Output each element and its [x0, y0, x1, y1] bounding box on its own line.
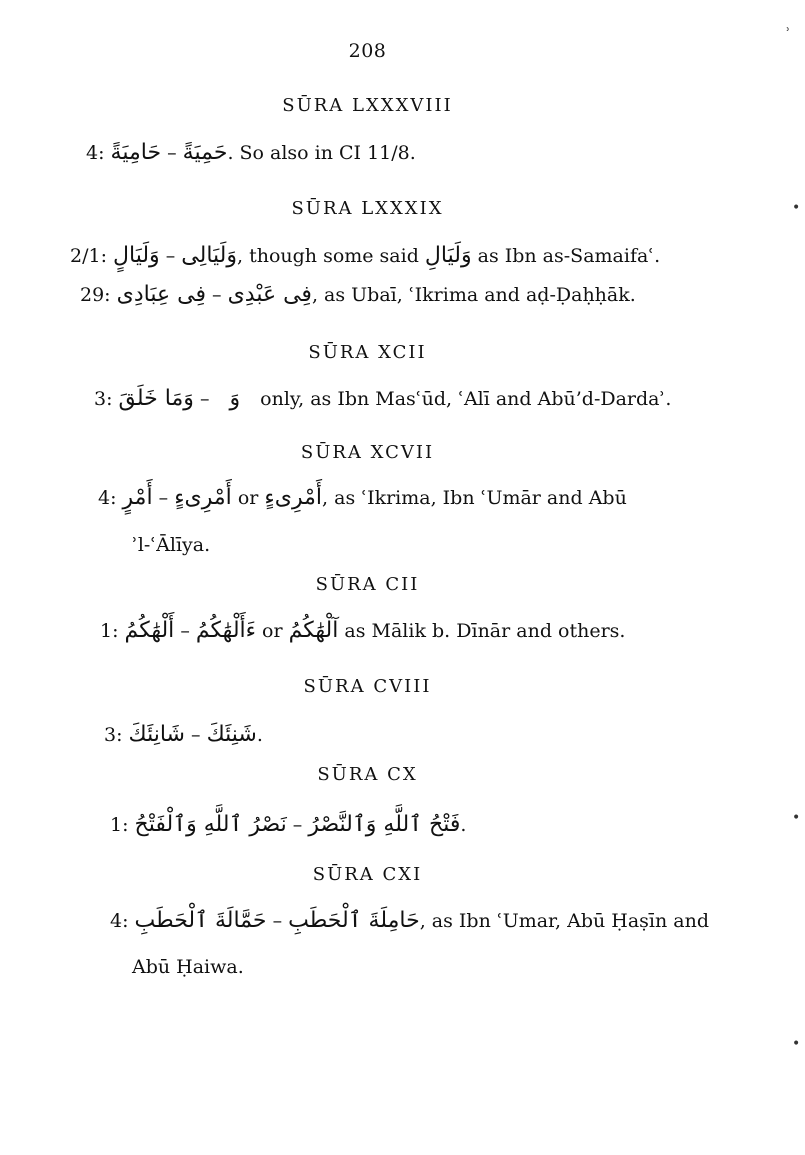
arabic-reading: وَلَيَالٍ [113, 243, 160, 268]
entry-xcii-3 [94, 388, 671, 410]
verse-number: 3: [94, 388, 113, 410]
arabic-variant: شَنِئَكَ [206, 722, 257, 747]
arabic-reading: حَمَّالَةَ ٱلْحَطَبِ [134, 908, 267, 933]
entry-text: . So also in CI 11/8. [227, 142, 416, 164]
entry-cx-1 [110, 814, 466, 836]
entry-xcvii-4 [98, 487, 627, 509]
page-number: 208 [348, 40, 387, 62]
entry-lxxxix-29 [80, 284, 636, 306]
margin-mark: ʾ [786, 26, 791, 42]
dash: – [272, 910, 283, 932]
entry-cii-1 [100, 620, 625, 642]
entry-text-2: as Mālik b. Dīnār and others. [344, 620, 626, 642]
verse-number: 1: [110, 814, 129, 836]
entry-xcvii-4-continuation: ʾl-ʿĀlīya. [132, 534, 211, 556]
sura-heading-cii: SŪRA CII [315, 574, 420, 595]
arabic-variant: فِى عَبْدِى [227, 282, 312, 307]
sura-heading-xcvii: SŪRA XCVII [300, 442, 435, 463]
margin-mark: • [792, 200, 801, 216]
entry-lxxxviii-4 [86, 142, 416, 164]
verse-number: 3: [104, 724, 123, 746]
entry-text: or [237, 487, 259, 509]
entry-cviii-3 [104, 724, 263, 746]
arabic-variant: حَامِلَةَ ٱلْحَطَبِ [288, 908, 420, 933]
verse-number: 1: [100, 620, 119, 642]
margin-mark: • [792, 1036, 801, 1052]
verse-number: 2/1: [70, 245, 107, 267]
arabic-reading: أَمْرٍ [122, 485, 153, 510]
sura-heading-cxi: SŪRA CXI [312, 864, 423, 885]
entry-cxi-4 [110, 910, 709, 932]
verse-number: 4: [98, 487, 117, 509]
dash: – [212, 284, 222, 306]
entry-text: . [256, 724, 263, 746]
arabic-reading: فِى عِبَادِى [116, 282, 206, 307]
arabic-alt-variant: أَمْرِىءٍ [264, 485, 323, 510]
dash: – [180, 620, 190, 642]
sura-heading-cviii: SŪRA CVIII [303, 676, 432, 697]
dash: – [165, 245, 176, 267]
entry-text: or [262, 620, 283, 642]
arabic-reading: نَصْرُ ٱللَّهِ وَٱلْفَتْحُ [134, 812, 287, 837]
arabic-variant: فَتْحُ ٱللَّهِ وَٱلنَّصْرُ [308, 812, 461, 837]
sura-heading-xcii: SŪRA XCII [308, 342, 427, 363]
arabic-variant: أَمْرِىءٍ [174, 485, 232, 510]
arabic-variant: وَ [229, 386, 241, 411]
dash: – [167, 142, 177, 164]
arabic-reading: وَمَا خَلَقَ [118, 386, 194, 411]
dash: – [158, 487, 169, 509]
entry-text-2: as Ibn as-Samaifaʿ. [477, 245, 661, 267]
arabic-alt-variant: وَلَيَالِ [424, 243, 472, 268]
entry-lxxxix-2-1 [70, 245, 660, 267]
sura-heading-lxxxviii: SŪRA LXXXVIII [282, 95, 453, 116]
entry-text: , as Ubaī, ʿIkrima and aḍ-Ḍaḥḥāk. [311, 284, 636, 306]
entry-text: only, as Ibn Masʿūd, ʿAlī and Abū’d-Dardaʾ. [260, 388, 672, 410]
arabic-reading: حَامِيَةً [110, 140, 162, 165]
entry-text: , though some said [237, 245, 419, 267]
verse-number: 4: [110, 910, 129, 932]
verse-number: 4: [86, 142, 105, 164]
dash: – [199, 388, 210, 410]
arabic-variant: وَلَيَالِى [181, 243, 237, 268]
sura-heading-cx: SŪRA CX [317, 764, 418, 785]
arabic-variant: ءَأَلْهَٰكُمُ [195, 618, 256, 643]
entry-text: , as Ibn ʿUmar, Abū Ḥaṣīn and [419, 910, 710, 932]
arabic-reading: أَلْهَٰكُمُ [124, 618, 175, 643]
entry-text-2: , as ʿIkrima, Ibn ʿUmār and Abū [322, 487, 627, 509]
verse-number: 29: [80, 284, 111, 306]
dash: – [292, 814, 303, 836]
arabic-variant: حَمِيَةً [182, 140, 228, 165]
arabic-reading: شَانِئَكَ [128, 722, 185, 747]
entry-text: . [460, 814, 467, 836]
margin-mark: • [792, 810, 801, 826]
entry-cxi-4-continuation: Abū Ḥaiwa. [132, 956, 244, 978]
sura-heading-lxxxix: SŪRA LXXXIX [291, 198, 444, 219]
dash: – [191, 724, 201, 746]
arabic-alt-variant: آلْهَٰكُمُ [288, 618, 339, 643]
